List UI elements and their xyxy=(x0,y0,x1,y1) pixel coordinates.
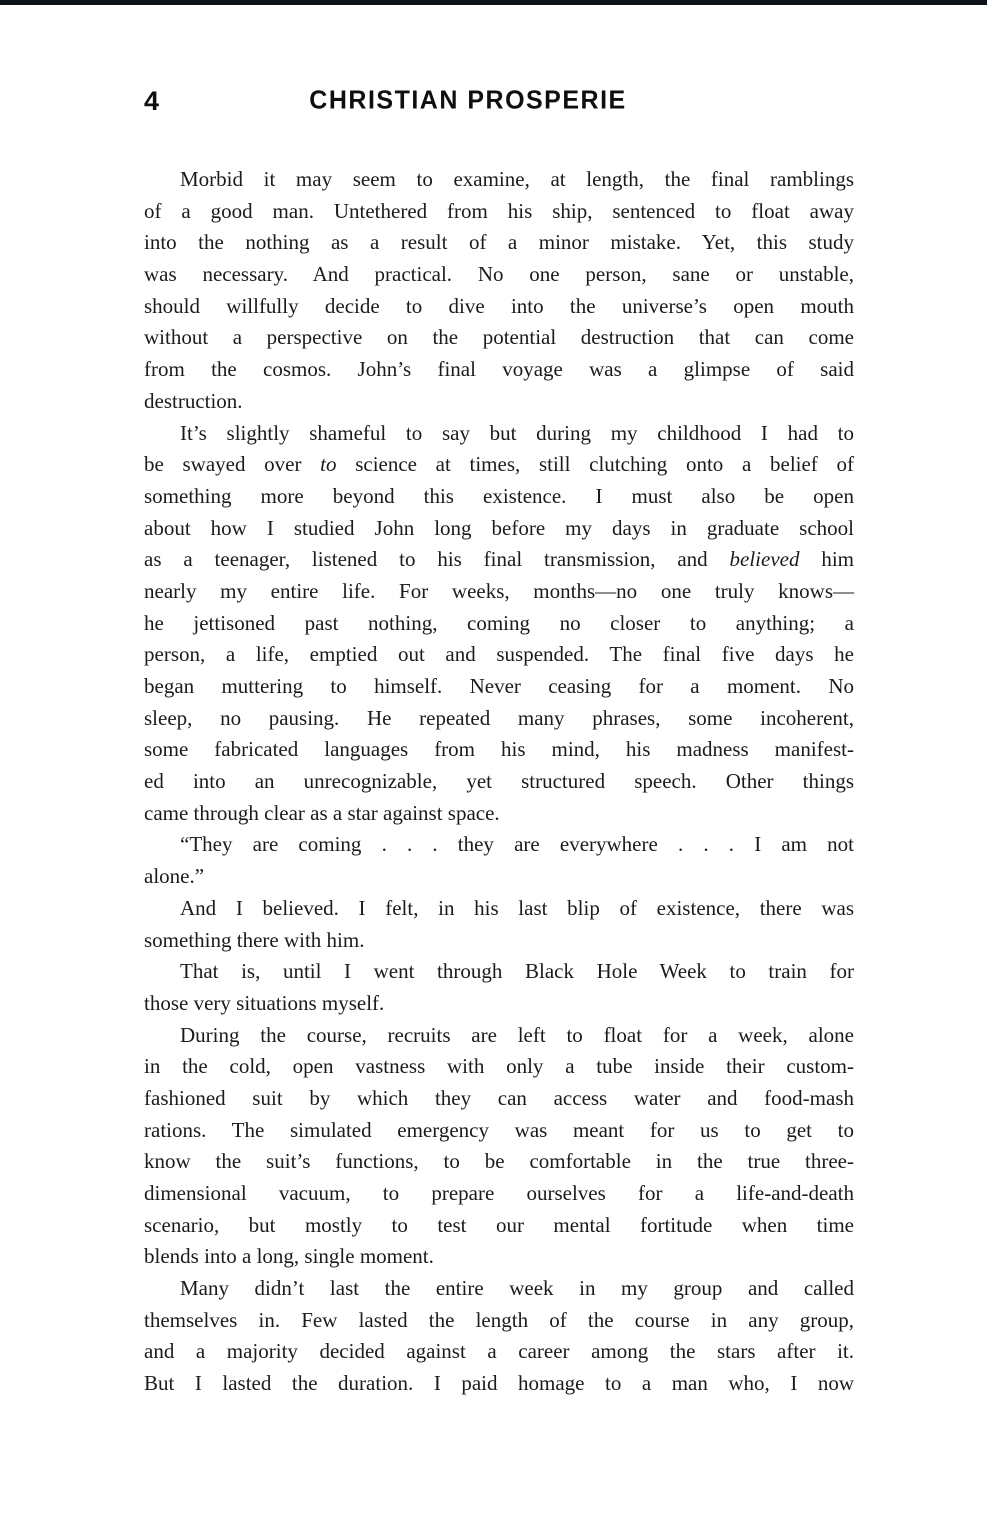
text-line: in the cold, open vastness with only a tube inside their custom- xyxy=(144,1054,854,1079)
text-line: came through clear as a star against space. xyxy=(144,800,500,825)
text-line: sleep, no pausing. He repeated many phrases, some incoherent, xyxy=(144,705,854,730)
text-line: and a majority decided against a career among the stars after it. xyxy=(144,1339,854,1364)
text-line: It’s slightly shameful to say but during my childhood I had to xyxy=(180,420,854,445)
italic-text: to xyxy=(320,452,337,477)
paragraph xyxy=(144,418,854,830)
text-line: without a perspective on the potential destruction that can come xyxy=(144,325,854,350)
body-text xyxy=(144,164,854,1400)
text-line: about how I studied John long before my days in graduate school xyxy=(144,515,854,540)
paragraph xyxy=(144,956,854,1019)
page-number: 4 xyxy=(144,86,161,116)
text-line: nearly my entire life. For weeks, months—no one truly knows— xyxy=(144,578,854,603)
paragraph xyxy=(144,164,854,418)
paragraph xyxy=(144,893,854,956)
text-line: he jettisoned past nothing, coming no closer to anything; a xyxy=(144,610,854,635)
paragraph xyxy=(144,1273,854,1400)
text-line: themselves in. Few lasted the length of the course in any group, xyxy=(144,1307,854,1332)
text-line: But I lasted the duration. I paid homage to a man who, I now xyxy=(144,1371,854,1396)
text-line: something there with him. xyxy=(144,927,365,952)
text-line: “They are coming . . . they are everywhere . . . I am not xyxy=(180,832,854,857)
text-line: destruction. xyxy=(144,388,243,413)
text-segment: him xyxy=(799,547,855,572)
text-line: alone.” xyxy=(144,864,205,889)
text-line: blends into a long, single moment. xyxy=(144,1244,434,1269)
paragraph xyxy=(144,1020,854,1274)
text-line: into the nothing as a result of a minor mistake. Yet, this study xyxy=(144,230,854,255)
text-line: ed into an unrecognizable, yet structured speech. Other things xyxy=(144,769,854,794)
text-line: person, a life, emptied out and suspended. The final five days he xyxy=(144,642,854,667)
text-line: dimensional vacuum, to prepare ourselves for a life-and-death xyxy=(144,1181,854,1205)
text-line: was necessary. And practical. No one person, sane or unstable, xyxy=(144,262,854,287)
running-header-title: CHRISTIAN PROSPERIE xyxy=(309,85,627,115)
running-header xyxy=(144,86,854,116)
text-line: Morbid it may seem to examine, at length, the final ramblings xyxy=(180,167,854,191)
text-line: should willfully decide to dive into the universe’s open mouth xyxy=(144,293,854,318)
text-line xyxy=(144,449,854,481)
text-line: began muttering to himself. Never ceasing for a moment. No xyxy=(144,674,854,698)
text-line: scenario, but mostly to test our mental fortitude when time xyxy=(144,1212,854,1237)
italic-text: believed xyxy=(729,547,800,572)
text-line: During the course, recruits are left to float for a week, alone xyxy=(180,1022,854,1047)
text-line: know the suit’s functions, to be comfortable in the true three- xyxy=(144,1149,854,1174)
text-line xyxy=(144,544,854,576)
text-line: some fabricated languages from his mind, his madness manifest- xyxy=(144,737,854,762)
text-line: something more beyond this existence. I must also be open xyxy=(144,483,854,508)
text-line: And I believed. I felt, in his last blip of existence, there was xyxy=(180,895,854,920)
text-line: of a good man. Untethered from his ship, sentenced to float away xyxy=(144,198,854,223)
text-line: Many didn’t last the entire week in my group and called xyxy=(180,1276,854,1301)
text-line: from the cosmos. John’s final voyage was a glimpse of said xyxy=(144,357,854,382)
paragraph xyxy=(144,829,854,892)
page-top-edge-bar xyxy=(0,0,987,5)
text-segment: science at times, still clutching onto a belief of xyxy=(336,452,854,477)
text-segment: be swayed over xyxy=(144,452,321,477)
text-line: rations. The simulated emergency was meant for us to get to xyxy=(144,1117,854,1142)
text-segment: as a teenager, listened to his final transmission, and xyxy=(144,547,730,572)
text-line: those very situations myself. xyxy=(144,990,385,1015)
text-line: fashioned suit by which they can access water and food-mash xyxy=(144,1085,854,1110)
text-line: That is, until I went through Black Hole Week to train for xyxy=(180,959,854,984)
